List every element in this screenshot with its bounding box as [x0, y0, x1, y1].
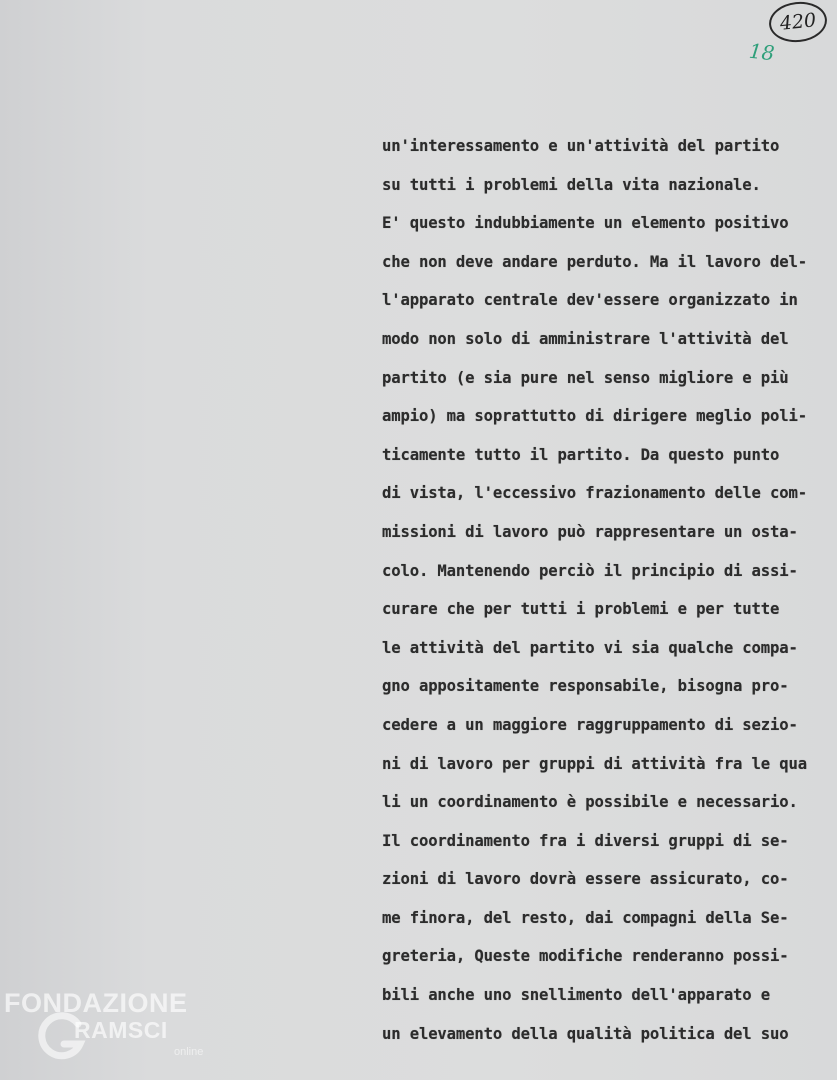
text-line: curare che per tutti i problemi e per tutte	[382, 600, 780, 619]
text-line: greteria, Queste modifiche renderanno possi-	[382, 947, 789, 966]
watermark-line-3: online	[174, 1046, 204, 1058]
text-line: ampio) ma soprattutto di dirigere meglio poli-	[382, 407, 807, 426]
text-line: Il coordinamento fra i diversi gruppi di se-	[382, 831, 789, 850]
watermark-line-2: RAMSCI	[74, 1017, 168, 1043]
text-line: l'apparato centrale dev'essere organizzato in	[382, 291, 798, 310]
text-line: modo non solo di amministrare l'attività del	[382, 329, 789, 348]
text-line: un'interessamento e un'attività del partito	[382, 137, 780, 155]
text-line: zioni di lavoro dovrà essere assicurato, co-	[382, 870, 789, 889]
text-line: me finora, del resto, dai compagni della Se-	[382, 908, 789, 927]
text-line: missioni di lavoro può rappresentare un osta-	[382, 522, 798, 541]
text-line: partito (e sia pure nel senso migliore e più	[382, 368, 789, 387]
page-number: 420	[778, 9, 818, 35]
text-line: cedere a un maggiore raggruppamento di sezio-	[382, 715, 798, 734]
watermark-line-1: FONDAZIONE	[4, 988, 188, 1018]
text-line: E' questo indubbiamente un elemento positivo	[382, 214, 789, 233]
typed-text-body	[382, 132, 832, 1058]
text-line: che non deve andare perduto. Ma il lavoro del-	[382, 252, 807, 271]
text-line: gno appositamente responsabile, bisogna pro-	[382, 677, 789, 696]
text-line: ticamente tutto il partito. Da questo punto	[382, 445, 780, 464]
folio-mark: 18	[747, 38, 776, 66]
text-line: su tutti i problemi della vita nazionale.	[382, 175, 761, 194]
page-number-stamp	[767, 0, 829, 45]
text-line: di vista, l'eccessivo frazionamento delle com-	[382, 484, 807, 503]
fondazione-gramsci-watermark	[4, 986, 214, 1066]
text-line: ni di lavoro per gruppi di attività fra le qua	[382, 754, 807, 773]
text-line: bili anche uno snellimento dell'apparato e	[382, 986, 771, 1005]
text-line: un elevamento della qualità politica del suo	[382, 1024, 789, 1043]
text-line: li un coordinamento è possibile e necessario.	[382, 793, 798, 812]
text-line: colo. Mantenendo perciò il principio di assi-	[382, 561, 798, 580]
text-line: le attività del partito vi sia qualche compa-	[382, 638, 798, 657]
